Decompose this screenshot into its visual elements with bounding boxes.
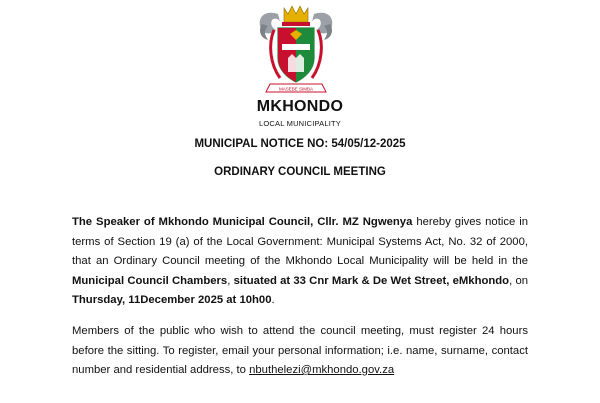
notice-paragraph: The Speaker of Mkhondo Municipal Council, Cllr. MZ Ngwenya hereby gives notice in terms of Section 19 (a) of the Local Government: Municipal Systems Act, No. 32 of 2000, that an Ordinary Council meeting of the Mkhondo Local Municipality will be held in the Municipal Council Chambers, situated at 33 Cnr Mark & De Wet Street, eMkhondo, on Thursday, 11December 2025 at 10h00.: [72, 216, 529, 306]
registration-paragraph: Members of the public who wish to attend the council meeting, must register 24 hours before the sitting. To register, email your personal information; i.e. name, surname, contact number and residential address, to nbuthelezi@mkhondo.gov.za: [72, 325, 528, 376]
organization-subtitle: LOCAL MUNICIPALITY: [259, 119, 341, 128]
coat-of-arms-logo: [248, 0, 344, 96]
venue: Municipal Council Chambers: [72, 274, 228, 287]
organization-name: MKHONDO: [256, 98, 344, 115]
crown-icon: [284, 6, 308, 22]
motto-text: MASEBE SIMBA: [278, 86, 314, 92]
venue-address: situated at 33 Cnr Mark & De Wet Street, eMkhondo: [233, 274, 510, 287]
notice-number: MUNICIPAL NOTICE NO: 54/05/12-2025: [194, 138, 406, 150]
meeting-date: Thursday, 11December 2025 at 10h00: [72, 294, 272, 306]
meeting-title: ORDINARY COUNCIL MEETING: [214, 166, 386, 178]
speaker-name: The Speaker of Mkhondo Municipal Council, Cllr. MZ Ngwenya: [72, 216, 413, 228]
email-link[interactable]: nbuthelezi@mkhondo.gov.za: [249, 364, 395, 376]
